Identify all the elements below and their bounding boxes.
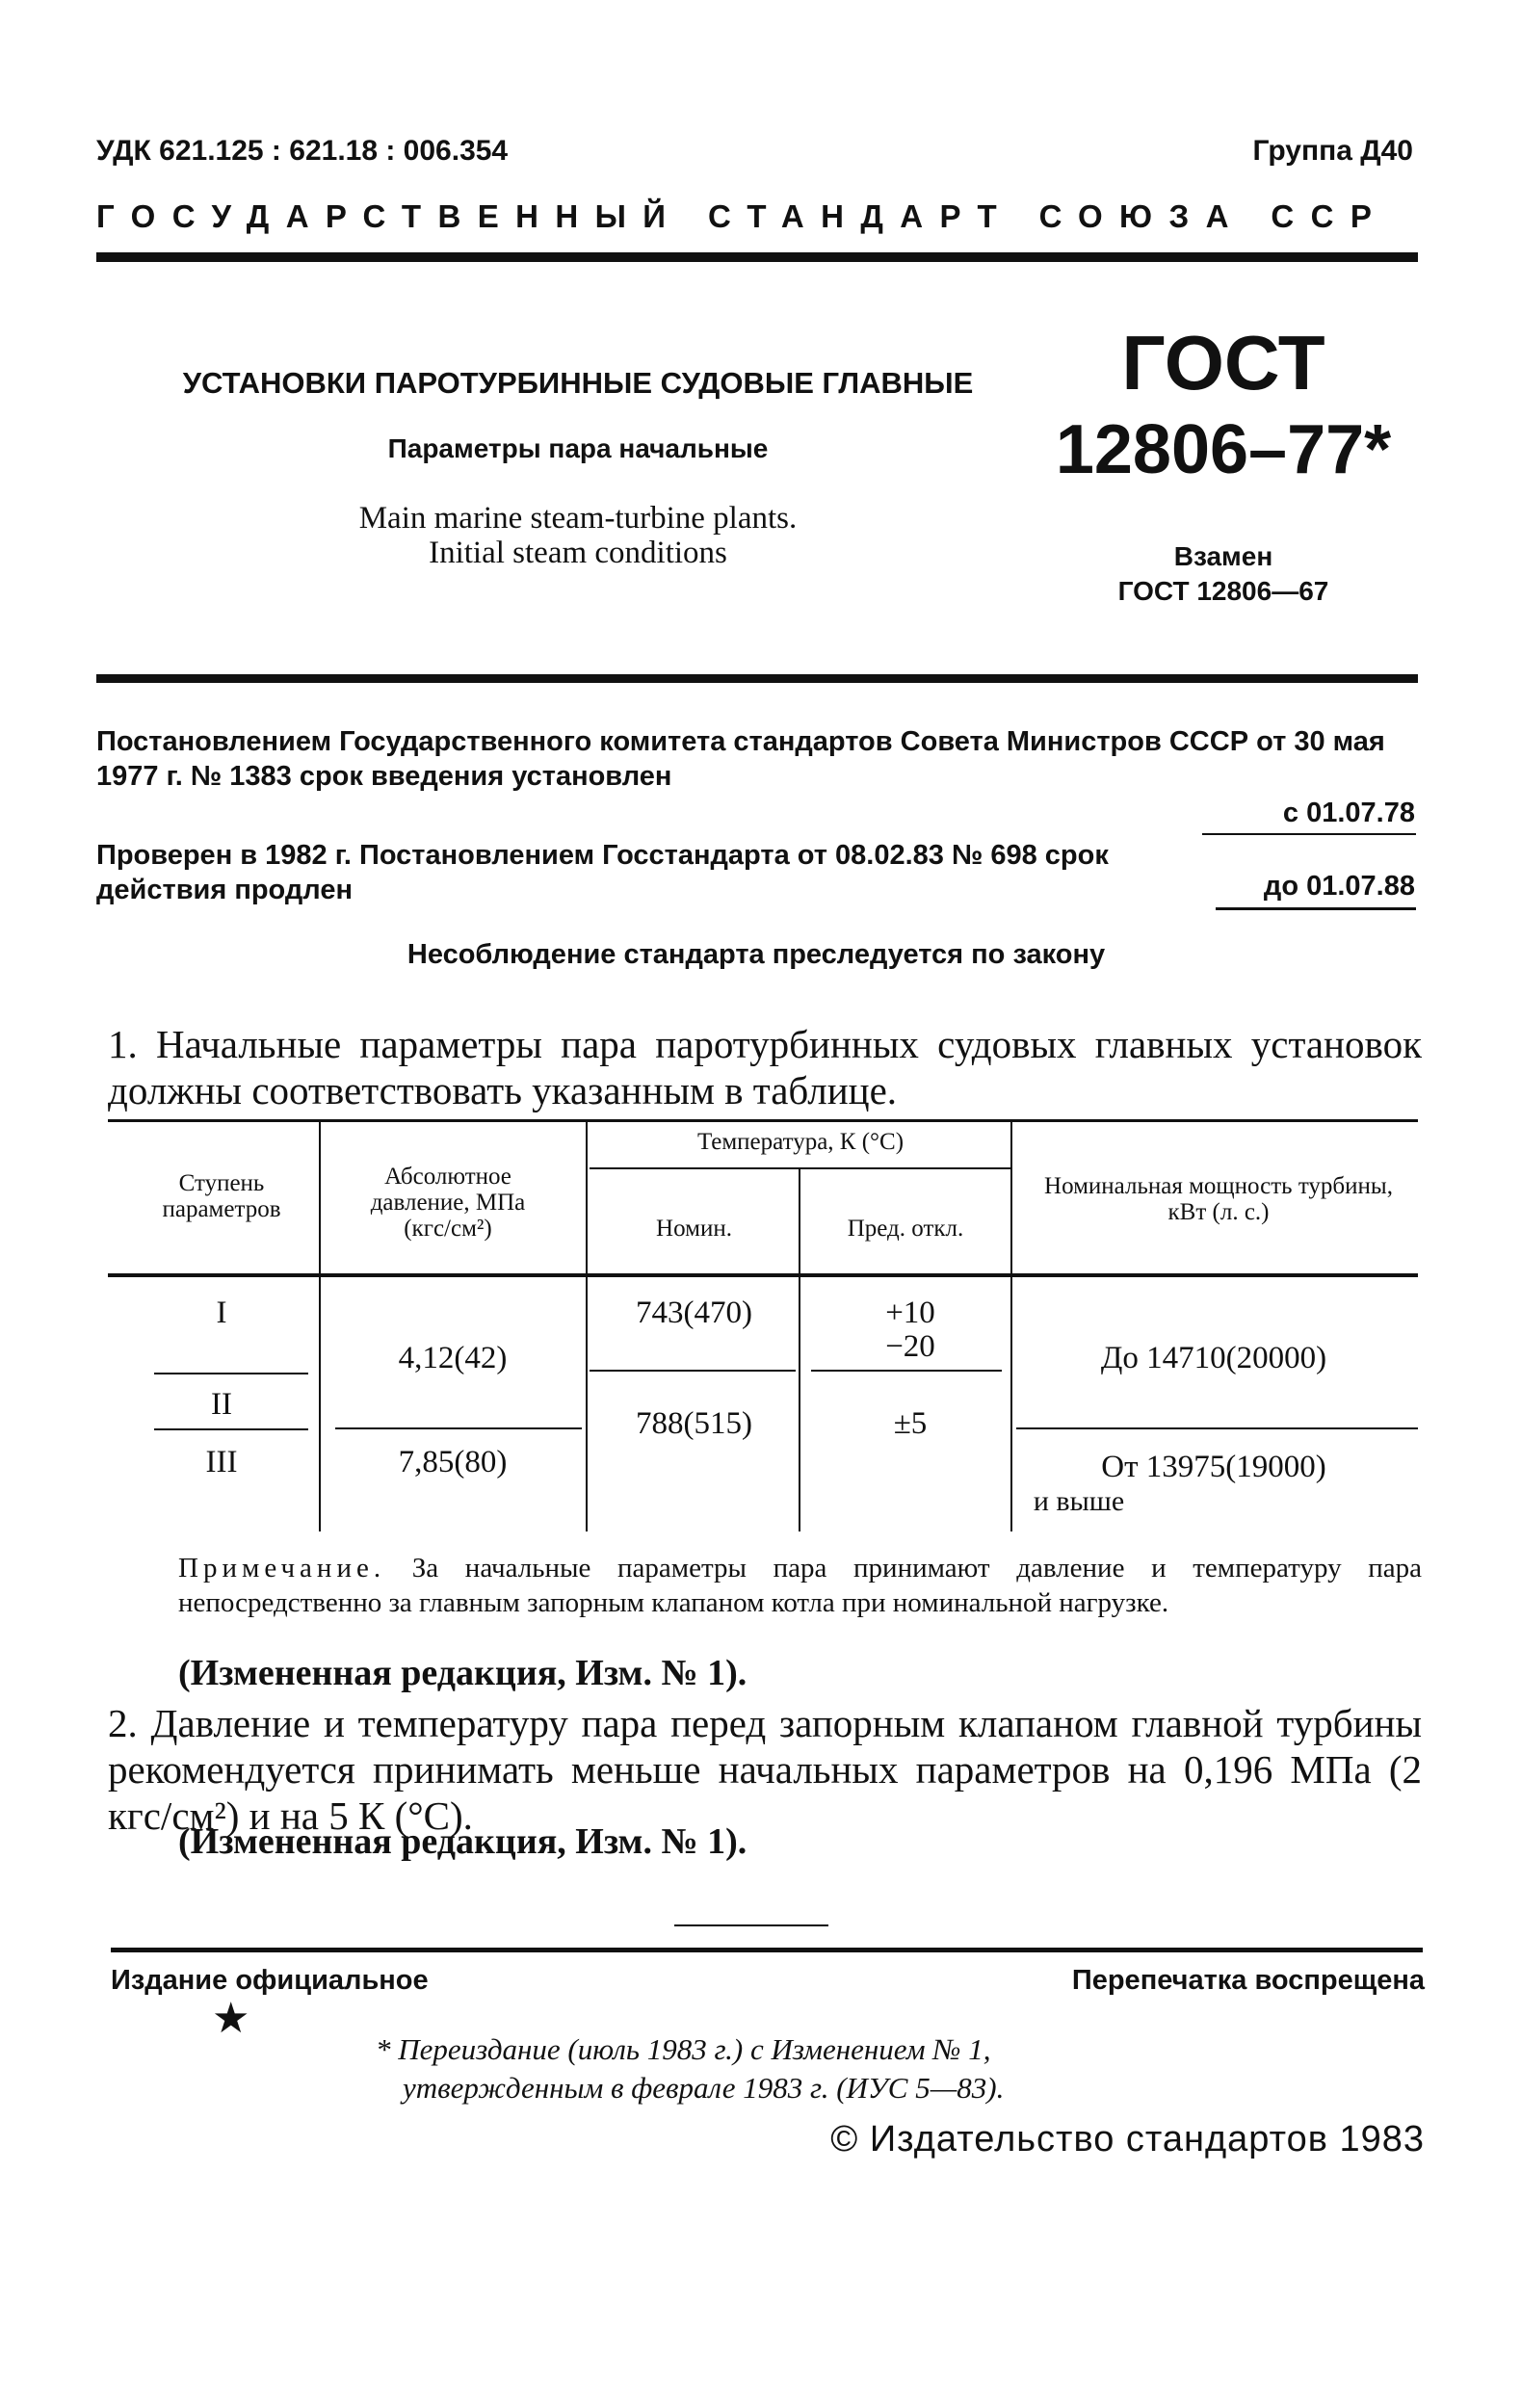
temperature-value-1: 743(470) <box>636 1296 752 1330</box>
power-value-2: От 13975(19000) <box>1101 1450 1326 1484</box>
table-row-rule-temp-1 <box>590 1370 796 1372</box>
gost-number: 12806–77* <box>1055 411 1392 488</box>
header-pressure: Абсолютное давление, МПа (кгс/см²) <box>370 1164 526 1242</box>
document-subtitle: Параметры пара начальные <box>387 433 769 463</box>
note-text: За начальные параметры пара принимают давление и температуру пара непосредственно за главным запорным клапаном котла при номинальной нагрузке. <box>178 1553 1422 1618</box>
deviation-plus-1: +10 <box>885 1296 935 1330</box>
decree-text: Постановлением Государственного комитета стандартов Совета Министров СССР от 30 мая 1977 г. № 1383 срок введения установлен <box>96 726 1385 792</box>
document-title-en <box>96 501 1060 570</box>
deviation-value-2: ±5 <box>893 1406 928 1441</box>
header-stage: Ступень параметров <box>162 1170 281 1222</box>
footnote-line1: * Переиздание (июль 1983 г.) с Изменением № 1, <box>376 2032 991 2066</box>
pressure-value-1: 4,12(42) <box>398 1341 508 1375</box>
title-block-rule <box>96 674 1418 683</box>
power-value-2-suffix: и выше <box>1033 1485 1125 1517</box>
footnote <box>376 2030 1004 2107</box>
note-lead: Примечание. <box>178 1553 386 1584</box>
group-code: Группа Д40 <box>1252 135 1413 167</box>
header-deviation: Пред. откл. <box>847 1216 964 1242</box>
table-row-rule-stage-1 <box>154 1373 308 1374</box>
title-en-line1: Main marine steam-turbine plants. <box>358 501 798 536</box>
table-col-rule-2 <box>586 1119 588 1531</box>
footer-thick-rule <box>111 1948 1423 1952</box>
check-text: Проверен в 1982 г. Постановлением Госстандарта от 08.02.83 № 698 срок действия продлен <box>96 840 1109 905</box>
header-thick-rule <box>96 252 1418 262</box>
document-title: УСТАНОВКИ ПАРОТУРБИННЫЕ СУДОВЫЕ ГЛАВНЫЕ <box>182 366 974 400</box>
stage-2: II <box>211 1387 232 1422</box>
udk-code: УДК 621.125 : 621.18 : 006.354 <box>96 135 509 167</box>
power-value-1: До 14710(20000) <box>1100 1341 1327 1375</box>
replaces-block <box>1040 539 1406 609</box>
temperature-value-2: 788(515) <box>636 1406 752 1441</box>
amendment-label-1: (Измененная редакция, Изм. № 1). <box>178 1653 747 1693</box>
paragraph-1: 1. Начальные параметры пара паротурбинных судовых главных установок должны соответствовать указанным в таблице. <box>108 1022 1422 1112</box>
footnote-line2: утвержденным в феврале 1983 г. (ИУС 5—83). <box>403 2071 1005 2105</box>
amendment-label-2: (Измененная редакция, Изм. № 1). <box>178 1821 747 1862</box>
table-row-rule-power <box>1016 1427 1418 1429</box>
pressure-value-2: 7,85(80) <box>398 1445 508 1479</box>
intro-date-underline <box>1202 833 1416 835</box>
extension-date: до 01.07.88 <box>1263 871 1415 902</box>
extension-date-underline <box>1216 907 1416 910</box>
table-top-rule <box>108 1119 1418 1122</box>
header-temperature: Температура, К (°С) <box>696 1129 905 1155</box>
law-notice: Несоблюдение стандарта преследуется по закону <box>406 939 1106 970</box>
reprint-forbidden: Перепечатка воспрещена <box>1071 1965 1425 1996</box>
state-standard-banner: ГОСУДАРСТВЕННЫЙ СТАНДАРТ СОЮЗА ССР <box>96 198 1389 234</box>
table-col-rule-1 <box>319 1119 321 1531</box>
header-nominal: Номин. <box>656 1216 732 1242</box>
footer-short-rule <box>674 1924 828 1926</box>
intro-date: с 01.07.78 <box>1282 798 1415 828</box>
deviation-minus-1: −20 <box>885 1329 935 1364</box>
official-edition: Издание официальное <box>111 1965 429 1996</box>
header-power: Номинальная мощность турбины, кВт (л. с.) <box>1044 1173 1393 1225</box>
replaces-label: Взамен <box>1173 541 1273 571</box>
table-row-rule-stage-2 <box>154 1428 308 1430</box>
table-row-rule-dev-1 <box>811 1370 1002 1372</box>
stage-3: III <box>205 1445 238 1479</box>
gost-label: ГОСТ <box>1121 320 1325 406</box>
copyright: © Издательство стандартов 1983 <box>830 2119 1425 2159</box>
table-col-rule-4 <box>1010 1119 1012 1531</box>
stage-1: I <box>216 1296 227 1330</box>
table-temp-header-rule <box>590 1167 1011 1169</box>
title-en-line2: Initial steam conditions <box>429 536 727 570</box>
paragraph-2: 2. Давление и температуру пара перед запорным клапаном главной турбины рекомендуется принимать меньше начальных параметров на 0,196 МПа (2 кгс/см²) и на 5 К (°С). <box>108 1701 1422 1838</box>
table-note <box>178 1551 1422 1620</box>
replaces-number: ГОСТ 12806—67 <box>1117 576 1329 606</box>
table-row-rule-pressure <box>335 1427 582 1429</box>
star-icon: ★ <box>212 1995 250 2042</box>
table-header-bottom-rule <box>108 1273 1418 1277</box>
